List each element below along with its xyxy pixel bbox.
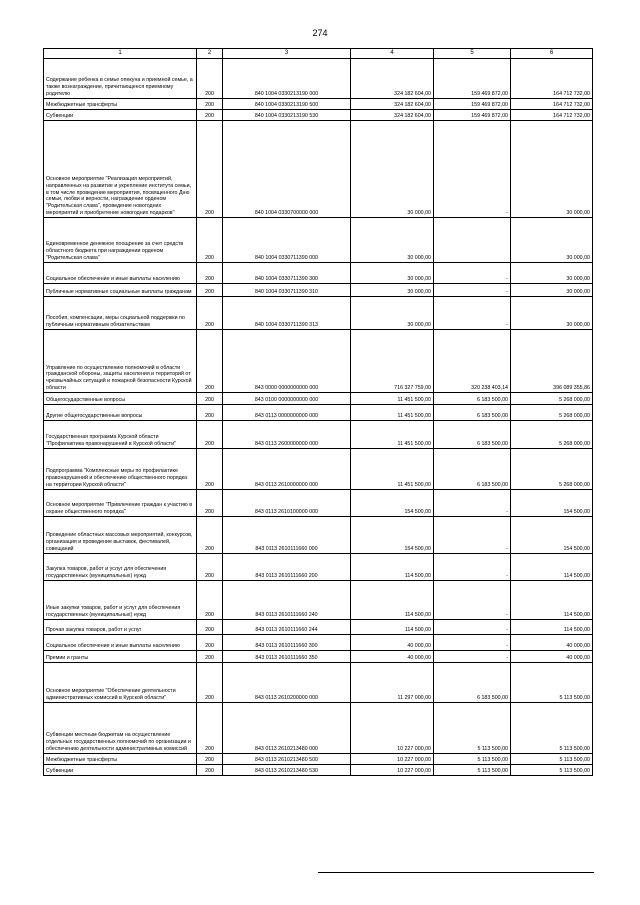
row-value6-cell: 154 500,00 xyxy=(511,490,593,517)
row-col2-cell: 200 xyxy=(197,635,223,651)
table-row xyxy=(44,297,593,330)
column-header: 4 xyxy=(351,49,434,59)
row-value6-cell: 30 000,00 xyxy=(511,121,593,218)
row-name-cell: Государственная программа Курской области "Профилактика правонарушений в Курской области" xyxy=(44,421,197,449)
row-value4-cell: 154 500,00 xyxy=(351,490,434,517)
row-value6-cell: 164 712 732,00 xyxy=(511,110,593,121)
row-code-cell: 843 0100 0000000000 000 xyxy=(223,393,351,405)
row-name-cell: Межбюджетные трансферты xyxy=(44,99,197,110)
row-value6-cell: 5 113 500,00 xyxy=(511,703,593,754)
row-col2-cell: 200 xyxy=(197,754,223,765)
table-row xyxy=(44,59,593,99)
row-value4-cell: 716 327 759,00 xyxy=(351,330,434,393)
row-col2-cell: 200 xyxy=(197,651,223,663)
table-row xyxy=(44,263,593,284)
row-code-cell: 843 0113 2610111660 240 xyxy=(223,581,351,620)
table-row xyxy=(44,110,593,121)
bottom-rule xyxy=(318,872,594,873)
table-row xyxy=(44,754,593,765)
row-value5-cell: 320 238 403,14 xyxy=(434,330,511,393)
column-header: 2 xyxy=(197,49,223,59)
row-code-cell: 843 0113 2610111660 300 xyxy=(223,635,351,651)
row-name-cell: Субвенции xyxy=(44,110,197,121)
row-value6-cell: 114 500,00 xyxy=(511,554,593,581)
row-value4-cell: 10 227 000,00 xyxy=(351,754,434,765)
row-value6-cell: 40 000,00 xyxy=(511,651,593,663)
row-value5-cell: - xyxy=(434,490,511,517)
row-value5-cell: 6 183 500,00 xyxy=(434,393,511,405)
row-value5-cell: - xyxy=(434,651,511,663)
row-value6-cell: 30 000,00 xyxy=(511,284,593,297)
row-col2-cell: 200 xyxy=(197,297,223,330)
row-value5-cell: 5 113 500,00 xyxy=(434,765,511,776)
row-name-cell: Единовременное денежное поощрение за счет средств областного бюджета при награждении орденом "Родительская слава" xyxy=(44,218,197,263)
row-value4-cell: 40 000,00 xyxy=(351,635,434,651)
row-name-cell: Субвенции местным бюджетам на осуществление отдельных государственных полномочий по организации и обеспечению деятельности административных комиссий xyxy=(44,703,197,754)
row-name-cell: Основное мероприятие "Реализация мероприятий, направленных на развитие и укрепление института семьи, в том числе проведение мероприятия, посвященного Дню семьи, любви и верности, награждение орденом "Родительская слава", проведение новогодних мероприятий и приобретение новогодних подарков" xyxy=(44,121,197,218)
table-row xyxy=(44,490,593,517)
row-value5-cell: - xyxy=(434,581,511,620)
row-value5-cell: 5 113 500,00 xyxy=(434,703,511,754)
table-row xyxy=(44,99,593,110)
row-code-cell: 843 0113 0000000000 000 xyxy=(223,405,351,421)
row-col2-cell: 200 xyxy=(197,218,223,263)
row-value6-cell: 5 113 500,00 xyxy=(511,765,593,776)
row-value4-cell: 10 227 000,00 xyxy=(351,703,434,754)
table-row xyxy=(44,393,593,405)
table-body xyxy=(44,59,593,776)
row-value6-cell: 5 268 000,00 xyxy=(511,393,593,405)
row-code-cell: 843 0000 0000000000 000 xyxy=(223,330,351,393)
row-col2-cell: 200 xyxy=(197,663,223,703)
row-value4-cell: 11 451 500,00 xyxy=(351,393,434,405)
row-value4-cell: 114 500,00 xyxy=(351,620,434,635)
row-code-cell: 843 0113 2600000000 000 xyxy=(223,421,351,449)
table-row xyxy=(44,620,593,635)
row-col2-cell: 200 xyxy=(197,99,223,110)
row-code-cell: 843 0113 2610213480 000 xyxy=(223,703,351,754)
row-code-cell: 840 1004 0330711390 310 xyxy=(223,284,351,297)
table-row xyxy=(44,581,593,620)
row-value5-cell: 6 183 500,00 xyxy=(434,421,511,449)
row-value4-cell: 324 182 604,00 xyxy=(351,110,434,121)
row-value4-cell: 324 182 604,00 xyxy=(351,59,434,99)
row-value4-cell: 114 500,00 xyxy=(351,581,434,620)
row-name-cell: Межбюджетные трансферты xyxy=(44,754,197,765)
row-code-cell: 840 1004 0330213190 000 xyxy=(223,59,351,99)
row-value6-cell: 5 268 000,00 xyxy=(511,421,593,449)
row-value6-cell: 5 113 500,00 xyxy=(511,663,593,703)
table-row xyxy=(44,121,593,218)
row-name-cell: Публичные нормативные социальные выплаты гражданам xyxy=(44,284,197,297)
row-col2-cell: 200 xyxy=(197,765,223,776)
row-name-cell: Содержание ребенка в семье опекуна и приемной семье, а также вознаграждение, причитающееся приемному родителю xyxy=(44,59,197,99)
row-value6-cell: 396 089 355,86 xyxy=(511,330,593,393)
row-value6-cell: 5 268 000,00 xyxy=(511,449,593,490)
row-name-cell: Иные закупки товаров, работ и услуг для обеспечения государственных (муниципальных) нужд xyxy=(44,581,197,620)
row-code-cell: 840 1004 0330213190 530 xyxy=(223,110,351,121)
row-code-cell: 843 0113 2610100000 000 xyxy=(223,490,351,517)
row-value4-cell: 114 500,00 xyxy=(351,554,434,581)
row-value6-cell: 114 500,00 xyxy=(511,620,593,635)
row-col2-cell: 200 xyxy=(197,393,223,405)
row-name-cell: Прочая закупка товаров, работ и услуг xyxy=(44,620,197,635)
row-code-cell: 843 0113 2610213480 500 xyxy=(223,754,351,765)
row-code-cell: 843 0113 2610111660 244 xyxy=(223,620,351,635)
row-value5-cell: - xyxy=(434,517,511,554)
row-col2-cell: 200 xyxy=(197,330,223,393)
table-row xyxy=(44,703,593,754)
row-code-cell: 843 0113 2610111660 350 xyxy=(223,651,351,663)
row-value4-cell: 30 000,00 xyxy=(351,121,434,218)
row-col2-cell: 200 xyxy=(197,449,223,490)
row-value5-cell: 159 469 872,00 xyxy=(434,110,511,121)
row-col2-cell: 200 xyxy=(197,490,223,517)
row-name-cell: Субвенции xyxy=(44,765,197,776)
row-code-cell: 840 1004 0330700000 000 xyxy=(223,121,351,218)
row-value6-cell: 30 000,00 xyxy=(511,263,593,284)
row-value4-cell: 30 000,00 xyxy=(351,263,434,284)
table-header-row xyxy=(44,49,593,59)
table-row xyxy=(44,517,593,554)
row-col2-cell: 200 xyxy=(197,121,223,218)
table-row xyxy=(44,405,593,421)
row-col2-cell: 200 xyxy=(197,421,223,449)
row-name-cell: Социальное обеспечение и иные выплаты населению xyxy=(44,635,197,651)
row-value6-cell: 5 113 500,00 xyxy=(511,754,593,765)
row-col2-cell: 200 xyxy=(197,581,223,620)
column-header: 6 xyxy=(511,49,593,59)
table-row xyxy=(44,449,593,490)
row-col2-cell: 200 xyxy=(197,620,223,635)
row-value4-cell: 11 451 500,00 xyxy=(351,421,434,449)
row-value5-cell: - xyxy=(434,284,511,297)
row-code-cell: 843 0113 2610111660 000 xyxy=(223,517,351,554)
row-value5-cell: 6 183 500,00 xyxy=(434,405,511,421)
row-value4-cell: 30 000,00 xyxy=(351,218,434,263)
table-row xyxy=(44,218,593,263)
row-name-cell: Другие общегосударственные вопросы xyxy=(44,405,197,421)
row-value5-cell: 6 183 500,00 xyxy=(434,449,511,490)
row-code-cell: 843 0113 2610000000 000 xyxy=(223,449,351,490)
row-value4-cell: 11 451 500,00 xyxy=(351,449,434,490)
row-name-cell: Социальное обеспечение и иные выплаты населению xyxy=(44,263,197,284)
row-value4-cell: 30 000,00 xyxy=(351,297,434,330)
row-value6-cell: 5 268 000,00 xyxy=(511,405,593,421)
row-code-cell: 840 1004 0330711390 300 xyxy=(223,263,351,284)
table-row xyxy=(44,663,593,703)
row-value5-cell: 6 183 500,00 xyxy=(434,663,511,703)
row-name-cell: Закупка товаров, работ и услуг для обеспечения государственных (муниципальных) нужд xyxy=(44,554,197,581)
row-value5-cell: 159 469 872,00 xyxy=(434,99,511,110)
row-value5-cell: - xyxy=(434,635,511,651)
row-value6-cell: 40 000,00 xyxy=(511,635,593,651)
row-name-cell: Подпрограмма "Комплексные меры по профилактике правонарушений и обеспечению общественного порядка на территории Курской области" xyxy=(44,449,197,490)
row-value4-cell: 10 227 000,00 xyxy=(351,765,434,776)
row-value5-cell xyxy=(434,218,511,263)
row-code-cell: 840 1004 0330711390 000 xyxy=(223,218,351,263)
row-value6-cell: 30 000,00 xyxy=(511,297,593,330)
row-col2-cell: 200 xyxy=(197,554,223,581)
row-value5-cell: - xyxy=(434,121,511,218)
row-value5-cell: - xyxy=(434,263,511,284)
row-code-cell: 843 0113 2610200000 000 xyxy=(223,663,351,703)
table-row xyxy=(44,284,593,297)
row-value5-cell: - xyxy=(434,620,511,635)
row-name-cell: Премии и гранты xyxy=(44,651,197,663)
row-name-cell: Проведение областных массовых мероприятий, конкурсов, организация и проведение выставок, фестивалей, совещаний xyxy=(44,517,197,554)
row-value5-cell: - xyxy=(434,297,511,330)
row-code-cell: 843 0113 2610111660 200 xyxy=(223,554,351,581)
row-value6-cell: 30 000,00 xyxy=(511,218,593,263)
row-name-cell: Основное мероприятие "Привлечение граждан к участию в охране общественного порядка" xyxy=(44,490,197,517)
row-value6-cell: 164 712 732,00 xyxy=(511,99,593,110)
row-value4-cell: 30 000,00 xyxy=(351,284,434,297)
row-value4-cell: 154 500,00 xyxy=(351,517,434,554)
row-col2-cell: 200 xyxy=(197,110,223,121)
row-code-cell: 843 0113 2610213480 530 xyxy=(223,765,351,776)
row-col2-cell: 200 xyxy=(197,517,223,554)
table-row xyxy=(44,635,593,651)
row-col2-cell: 200 xyxy=(197,263,223,284)
row-value5-cell: 5 113 500,00 xyxy=(434,754,511,765)
column-header: 1 xyxy=(44,49,197,59)
row-name-cell: Управление по осуществлению полномочий в области гражданской обороны, защиты населения и территорий от чрезвычайных ситуаций и пожарной безопасности Курской области xyxy=(44,330,197,393)
table-row xyxy=(44,330,593,393)
table-row xyxy=(44,765,593,776)
table-row xyxy=(44,421,593,449)
row-value5-cell: 159 469 872,00 xyxy=(434,59,511,99)
table-row xyxy=(44,651,593,663)
row-value5-cell: - xyxy=(434,554,511,581)
row-value4-cell: 40 000,00 xyxy=(351,651,434,663)
row-value4-cell: 324 182 604,00 xyxy=(351,99,434,110)
table-row xyxy=(44,554,593,581)
row-value4-cell: 11 451 500,00 xyxy=(351,405,434,421)
row-col2-cell: 200 xyxy=(197,59,223,99)
budget-table xyxy=(43,48,593,776)
row-name-cell: Пособия, компенсации, меры социальной поддержки по публичным нормативным обязательствам xyxy=(44,297,197,330)
page-number: 274 xyxy=(312,28,328,38)
row-col2-cell: 200 xyxy=(197,405,223,421)
column-header: 3 xyxy=(223,49,351,59)
row-value6-cell: 114 500,00 xyxy=(511,581,593,620)
row-name-cell: Основное мероприятие "Обеспечение деятельности административных комиссий в Курской области" xyxy=(44,663,197,703)
row-value4-cell: 11 297 000,00 xyxy=(351,663,434,703)
row-value6-cell: 164 712 732,00 xyxy=(511,59,593,99)
row-col2-cell: 200 xyxy=(197,284,223,297)
row-code-cell: 840 1004 0330711390 313 xyxy=(223,297,351,330)
row-name-cell: Общегосударственные вопросы xyxy=(44,393,197,405)
row-col2-cell: 200 xyxy=(197,703,223,754)
column-header: 5 xyxy=(434,49,511,59)
row-value6-cell: 154 500,00 xyxy=(511,517,593,554)
row-code-cell: 840 1004 0330213190 500 xyxy=(223,99,351,110)
